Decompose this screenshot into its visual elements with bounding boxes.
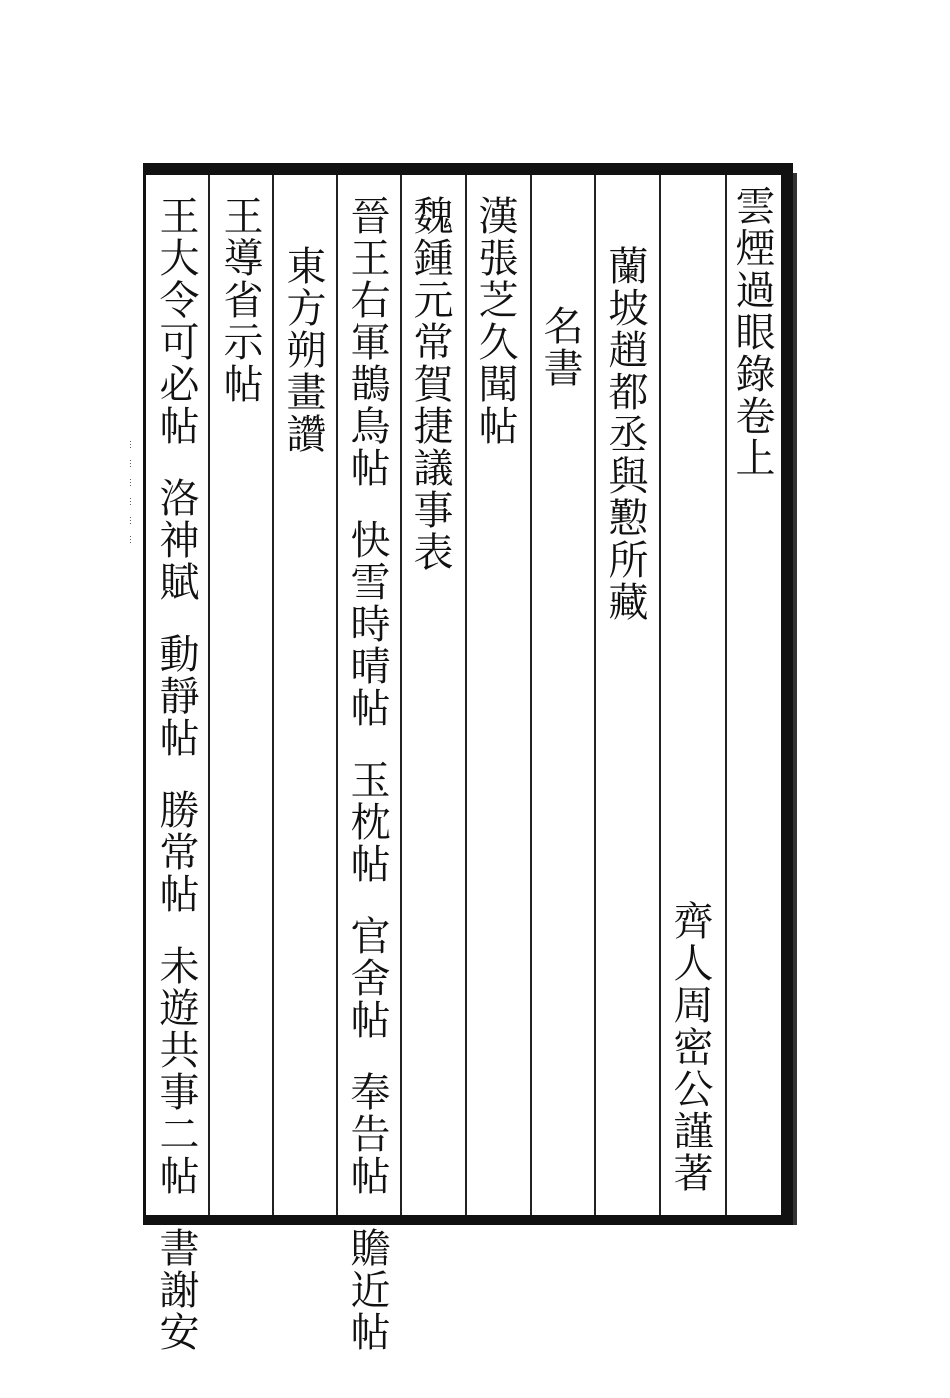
column-text-segment: 齊人周密公謹著 — [667, 900, 713, 1194]
segment-gap — [367, 885, 368, 915]
column-wei — [405, 195, 455, 1215]
column-text-segment: 王導省示帖 — [217, 195, 263, 405]
column-text-segment: 名書 — [537, 305, 583, 389]
segment-gap — [176, 915, 177, 945]
column-author — [665, 900, 715, 1215]
segment-gap — [176, 447, 177, 477]
segment-gap — [367, 1197, 368, 1227]
column-text-segment: 洛神賦 — [153, 477, 199, 603]
column-jin — [342, 195, 392, 1353]
column-text-segment: 動靜帖 — [153, 633, 199, 759]
column-rule — [530, 175, 532, 1215]
segment-gap — [176, 759, 177, 789]
column-rule — [336, 175, 338, 1215]
binding-edge-marks: ︙ ︙ ︙ ︙ ︙ ︙ — [124, 440, 134, 544]
column-text-segment: 漢張芝久聞帖 — [472, 195, 518, 447]
column-source — [600, 245, 650, 1215]
segment-gap — [367, 729, 368, 759]
column-text-segment: 東方朔畫讚 — [280, 245, 326, 455]
column-rule — [594, 175, 596, 1215]
column-rule — [208, 175, 210, 1215]
segment-gap — [176, 603, 177, 633]
column-text-segment: 官舍帖 — [344, 915, 390, 1041]
segment-gap — [367, 489, 368, 519]
column-rule — [659, 175, 661, 1215]
column-text-segment: 快雪時晴帖 — [344, 519, 390, 729]
column-text-segment: 奉告帖 — [344, 1071, 390, 1197]
column-text-segment: 蘭坡趙都丞與懃所藏 — [602, 245, 648, 623]
column-rule — [465, 175, 467, 1215]
column-text-segment: 未遊共事二帖 — [153, 945, 199, 1197]
segment-gap — [176, 1197, 177, 1227]
column-dongfang — [278, 245, 328, 1215]
column-rule — [400, 175, 402, 1215]
column-wangda — [151, 195, 201, 1353]
segment-gap — [367, 1041, 368, 1071]
frame-shadow — [793, 173, 797, 1225]
column-text-segment: 書謝安 — [153, 1227, 199, 1353]
column-heading — [535, 305, 585, 1215]
column-text-segment: 晉王右軍鵲鳥帖 — [344, 195, 390, 489]
column-wangdao — [215, 195, 265, 1215]
column-text-segment: 雲煙過眼錄卷上 — [729, 185, 775, 479]
column-han — [470, 195, 520, 1215]
column-text-segment: 贍近帖 — [344, 1227, 390, 1353]
column-text-segment: 勝常帖 — [153, 789, 199, 915]
column-text-segment: 王大令可必帖 — [153, 195, 199, 447]
column-text-segment: 玉枕帖 — [344, 759, 390, 885]
column-rule — [272, 175, 274, 1215]
column-text-segment: 魏鍾元常賀捷議事表 — [407, 195, 453, 573]
column-title — [727, 185, 777, 1215]
